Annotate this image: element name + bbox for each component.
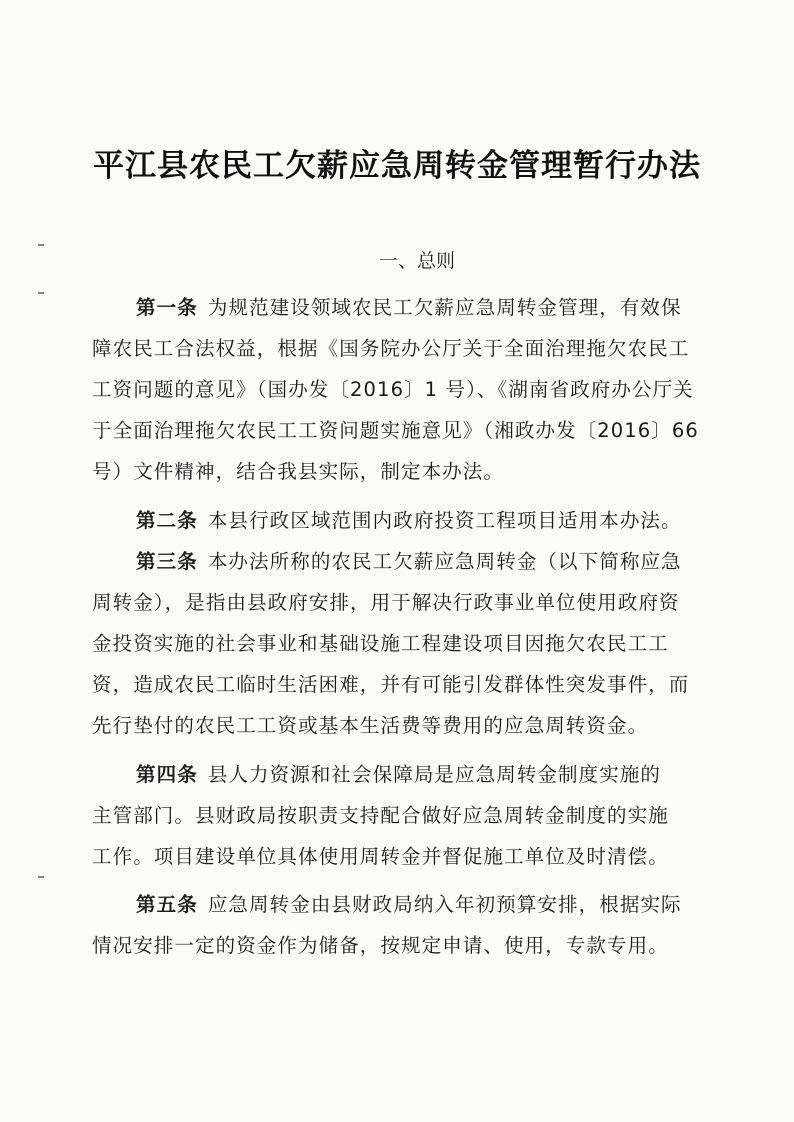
article-1-line-2: 障农民工合法权益，根据《国务院办公厅关于全面治理拖欠农民工 [92,337,690,360]
article-5-line-1 [136,889,682,917]
article-5-text: 应急周转金由县财政局纳入年初预算安排，根据实际 [207,893,682,916]
article-4-text: 县人力资源和社会保障局是应急周转金制度实施的 [207,763,662,786]
article-5-label: 第五条 [136,893,198,916]
article-4-line-2: 主管部门。县财政局按职责支持配合做好应急周转金制度的实施 [92,804,669,827]
section-heading: 一、总则 [378,250,455,272]
article-3-line-3: 金投资实施的社会事业和基础设施工程建设项目因拖欠农民工工 [92,632,669,655]
article-3-line-5: 先行垫付的农民工工资或基本生活费等费用的应急周转资金。 [92,714,649,737]
article-1-line-1 [136,292,682,320]
article-3-line-1 [136,546,682,574]
article-1-text: 为规范建设领域农民工欠薪应急周转金管理，有效保 [207,296,682,319]
document-title: 平江县农民工欠薪应急周转金管理暂行办法 [93,148,701,184]
article-2-label: 第二条 [136,509,198,532]
article-2-text: 本县行政区域范围内政府投资工程项目适用本办法。 [207,509,682,532]
article-3-label: 第三条 [136,550,198,573]
article-2-line-1 [136,505,682,533]
margin-mark [38,292,44,294]
article-1-line-3: 工资问题的意见》（国办发〔2016〕1 号）、《湖南省政府办公厅关 [92,378,694,401]
article-1-line-5: 号）文件精神，结合我县实际，制定本办法。 [92,460,505,483]
article-3-line-4: 资，造成农民工临时生活困难，并有可能引发群体性突发事件，而 [92,673,690,696]
article-5-line-2: 情况安排一定的资金作为储备，按规定申请、使用，专款专用。 [92,934,669,957]
article-1-label: 第一条 [136,296,198,319]
article-1-line-4: 于全面治理拖欠农民工工资问题实施意见》（湘政办发〔2016〕66 [92,419,699,442]
article-4-line-1 [136,759,661,787]
article-3-line-2: 周转金），是指由县政府安排，用于解决行政事业单位使用政府资 [92,591,680,614]
article-4-label: 第四条 [136,763,198,786]
article-3-text: 本办法所称的农民工欠薪应急周转金（以下简称应急 [207,550,682,573]
margin-mark [38,876,44,878]
article-4-line-3: 工作。项目建设单位具体使用周转金并督促施工单位及时清偿。 [92,845,669,868]
